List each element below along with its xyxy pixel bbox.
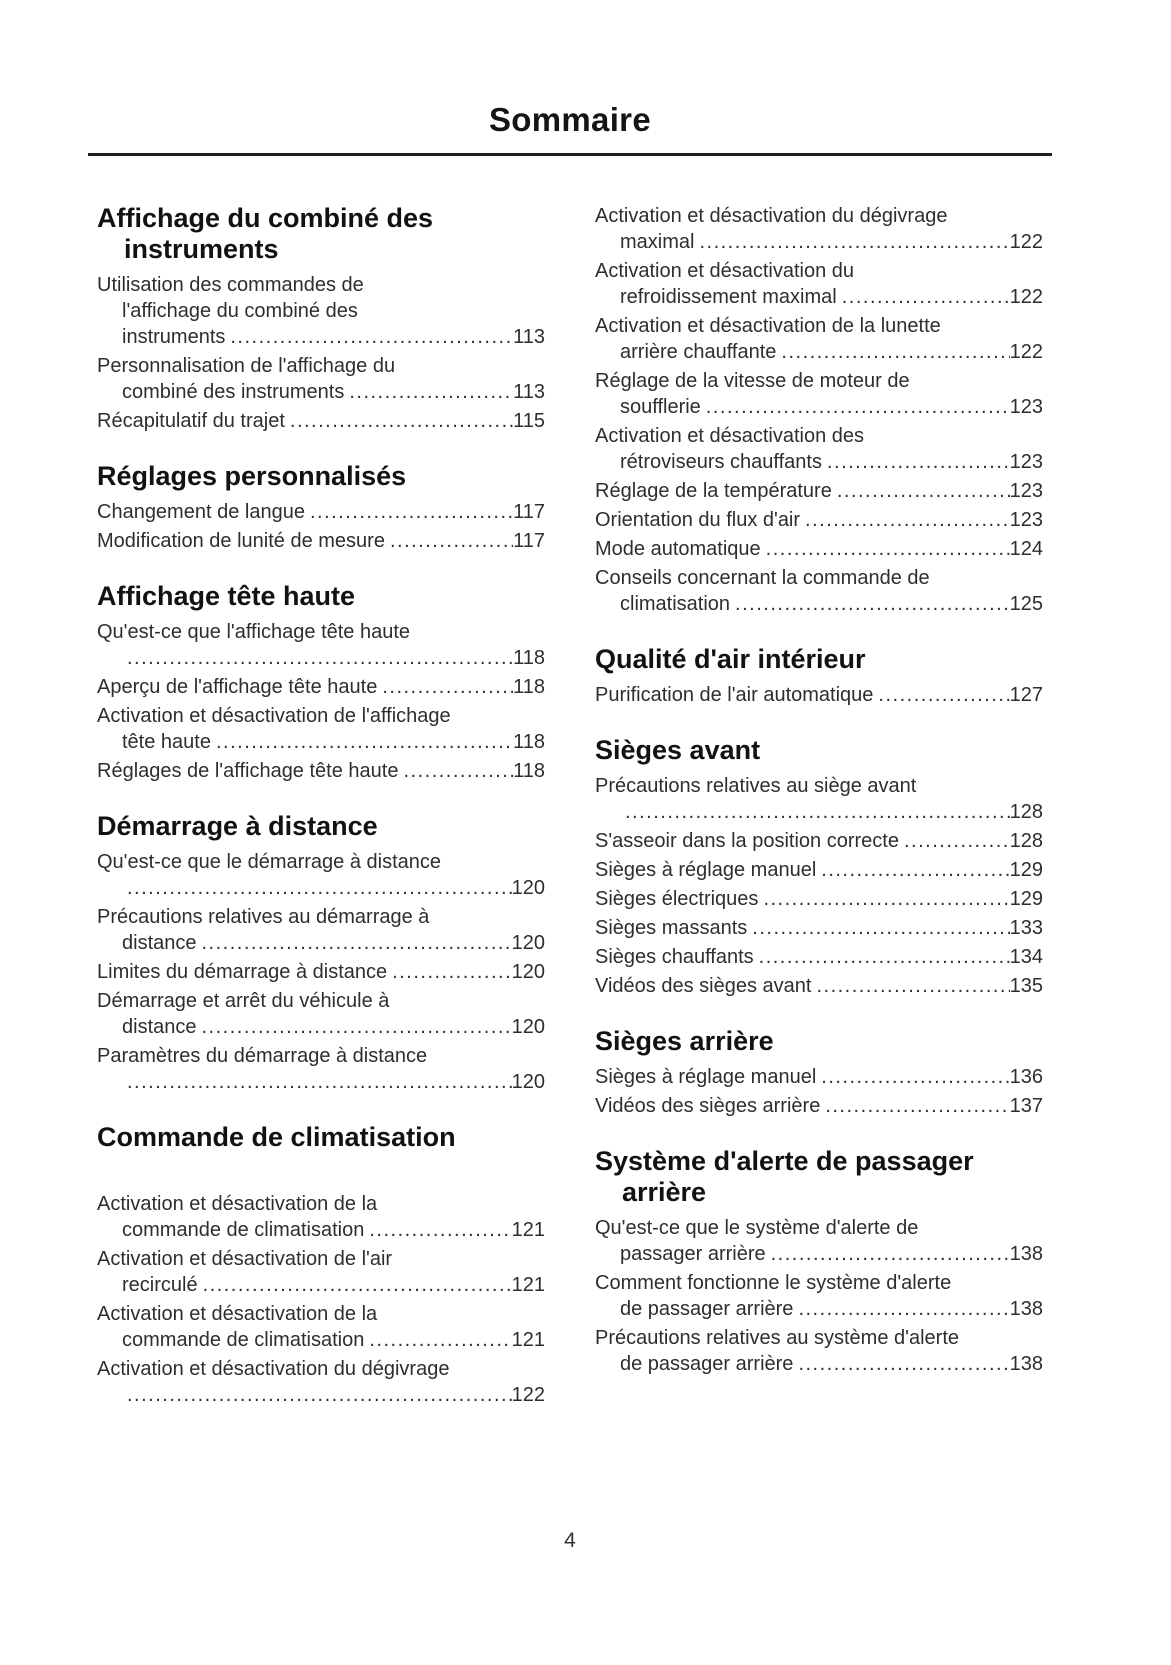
entry-line: [595, 1064, 1043, 1090]
entry-line: Qu'est-ce que le démarrage à distance: [97, 851, 442, 873]
toc-entry[interactable]: [595, 1270, 1043, 1322]
toc-entry[interactable]: [595, 507, 1043, 533]
dot-leader: [369, 1327, 511, 1353]
toc-entry[interactable]: [97, 499, 545, 525]
entry-line: Conseils concernant la commande de: [595, 567, 930, 589]
toc-entry[interactable]: [595, 915, 1043, 941]
dot-leader: [842, 284, 1010, 310]
entry-label: passager arrière: [620, 1243, 766, 1265]
section-title-line: Réglages personnalisés: [97, 461, 407, 491]
section-title-line: Commande de climatisation: [97, 1122, 456, 1152]
entry-line: [97, 1382, 545, 1408]
entry-line: [97, 758, 545, 784]
entry-page: 125: [1009, 593, 1043, 615]
toc-entry[interactable]: [595, 478, 1043, 504]
entry-line: [595, 915, 1043, 941]
document-page: [0, 100, 1171, 1552]
entry-page: 120: [511, 961, 545, 983]
toc-entry[interactable]: [97, 1043, 545, 1095]
entry-page: 118: [513, 760, 545, 782]
entry-page: 135: [1009, 975, 1043, 997]
entry-label: Limites du démarrage à distance: [97, 961, 388, 983]
page-number: 4: [564, 1529, 576, 1552]
entry-line: [595, 1296, 1043, 1322]
entry-label: Sièges à réglage manuel: [595, 1066, 817, 1088]
entry-page: 123: [1009, 509, 1043, 531]
entry-page: 138: [1009, 1353, 1043, 1375]
entry-label: Sièges électriques: [595, 888, 759, 910]
entry-line: [97, 729, 545, 755]
entry-line: Activation et désactivation de la: [97, 1193, 378, 1215]
entry-line: Précautions relatives au système d'alerte: [595, 1327, 959, 1349]
entry-line: [97, 408, 545, 434]
toc-entry[interactable]: [97, 758, 545, 784]
entry-line: [97, 1217, 545, 1243]
entry-page: 117: [513, 501, 545, 523]
section-title: [97, 1122, 545, 1153]
entry-page: 136: [1009, 1066, 1043, 1088]
entry-line: [595, 973, 1043, 999]
entry-label: Modification de lunité de mesure: [97, 530, 385, 552]
entry-line: [595, 1351, 1043, 1377]
section-title-line: Affichage du combiné des: [97, 203, 434, 233]
section-title: [595, 1146, 1043, 1208]
dot-leader: [202, 1014, 512, 1040]
entry-label: climatisation: [620, 593, 731, 615]
toc-section: [97, 811, 545, 1095]
entry-label: Réglages de l'affichage tête haute: [97, 760, 399, 782]
entry-line: [595, 284, 1043, 310]
entry-label: Récapitulatif du trajet: [97, 410, 285, 432]
section-title: [97, 461, 545, 492]
section-title-line: Affichage tête haute: [97, 581, 356, 611]
entry-label: commande de climatisation: [122, 1329, 365, 1351]
entry-label: Mode automatique: [595, 538, 761, 560]
dot-leader: [771, 1241, 1010, 1267]
section-title-line: Système d'alerte de passager: [595, 1146, 974, 1176]
entry-label: distance: [122, 932, 197, 954]
entry-label: Sièges à réglage manuel: [595, 859, 817, 881]
dot-leader: [625, 799, 1010, 825]
toc-entry[interactable]: [97, 619, 545, 671]
entry-line: [97, 1327, 545, 1353]
entry-line: Réglage de la vitesse de moteur de: [595, 370, 910, 392]
dot-leader: [805, 507, 1010, 533]
entry-page: 129: [1009, 859, 1043, 881]
dot-leader: [290, 408, 513, 434]
toc-section: [97, 203, 545, 434]
section-title-line: Sièges arrière: [595, 1026, 774, 1056]
entry-line: Personnalisation de l'affichage du: [97, 355, 396, 377]
toc-entry[interactable]: [97, 849, 545, 901]
toc-section: [595, 1146, 1043, 1377]
toc-entry[interactable]: [97, 408, 545, 434]
entry-label: Aperçu de l'affichage tête haute: [97, 676, 378, 698]
toc-entry[interactable]: [595, 1215, 1043, 1267]
dot-leader: [403, 758, 513, 784]
toc-columns: [97, 203, 1043, 1435]
dot-leader: [203, 1272, 512, 1298]
entry-page: 120: [511, 877, 545, 899]
toc-entry[interactable]: [595, 258, 1043, 310]
entry-line: [97, 875, 545, 901]
entry-line: [97, 1069, 545, 1095]
dot-leader: [349, 379, 513, 405]
entry-line: [595, 1241, 1043, 1267]
dot-leader: [310, 499, 513, 525]
entry-label: rétroviseurs chauffants: [620, 451, 822, 473]
dot-leader: [837, 478, 1010, 504]
toc-entry[interactable]: [97, 1191, 545, 1243]
toc-entry[interactable]: [97, 703, 545, 755]
entry-line: Activation et désactivation de l'air: [97, 1248, 393, 1270]
entry-line: Précautions relatives au siège avant: [595, 775, 917, 797]
entry-label: de passager arrière: [620, 1298, 794, 1320]
entry-line: [595, 229, 1043, 255]
dot-leader: [369, 1217, 511, 1243]
section-title: [97, 581, 545, 612]
entry-page: 138: [1009, 1298, 1043, 1320]
entry-line: Qu'est-ce que l'affichage tête haute: [97, 621, 411, 643]
entry-label: recirculé: [122, 1274, 198, 1296]
entry-line: [595, 449, 1043, 475]
section-title-line: arrière: [622, 1177, 707, 1207]
toc-section: [595, 1026, 1043, 1119]
dot-leader: [763, 886, 1009, 912]
toc-entry[interactable]: [97, 959, 545, 985]
entry-label: combiné des instruments: [122, 381, 345, 403]
toc-entry[interactable]: [595, 1093, 1043, 1119]
section-title: [97, 203, 545, 265]
toc-entry[interactable]: [97, 272, 545, 350]
toc-entry[interactable]: [595, 368, 1043, 420]
entry-label: soufflerie: [620, 396, 701, 418]
entry-label: maximal: [620, 231, 695, 253]
entry-label: Vidéos des sièges avant: [595, 975, 812, 997]
dot-leader: [825, 1093, 1009, 1119]
entry-line: [97, 674, 545, 700]
entry-label: distance: [122, 1016, 197, 1038]
toc-entry[interactable]: [97, 1301, 545, 1353]
entry-page: 138: [1009, 1243, 1043, 1265]
entry-line: Comment fonctionne le système d'alerte: [595, 1272, 952, 1294]
entry-label: Sièges massants: [595, 917, 748, 939]
entry-page: 123: [1009, 396, 1043, 418]
entry-line: Utilisation des commandes de: [97, 274, 364, 296]
toc-section: [595, 203, 1043, 617]
toc-entry[interactable]: [595, 944, 1043, 970]
entry-page: 121: [511, 1329, 545, 1351]
toc-entry[interactable]: [97, 1356, 545, 1408]
entry-line: [595, 339, 1043, 365]
entry-page: 122: [1009, 231, 1043, 253]
entry-label: Changement de langue: [97, 501, 305, 523]
entry-line: [97, 499, 545, 525]
toc-section: [97, 1122, 545, 1408]
entry-label: Purification de l'air automatique: [595, 684, 874, 706]
entry-page: 115: [513, 410, 545, 432]
entry-page: 121: [511, 1274, 545, 1296]
entry-line: [595, 1093, 1043, 1119]
entry-line: [97, 379, 545, 405]
entry-page: 123: [1009, 451, 1043, 473]
dot-leader: [759, 944, 1010, 970]
entry-line: [595, 944, 1043, 970]
entry-line: Activation et désactivation de la: [97, 1303, 378, 1325]
section-title-line: Sièges avant: [595, 735, 761, 765]
entry-line: Activation et désactivation de l'affichage: [97, 705, 451, 727]
dot-leader: [735, 591, 1010, 617]
toc-entry[interactable]: [595, 423, 1043, 475]
toc-entry[interactable]: [595, 313, 1043, 365]
entry-page: 118: [513, 676, 545, 698]
entry-line: [595, 507, 1043, 533]
entry-line: [97, 1272, 545, 1298]
entry-line: Activation et désactivation de la lunette: [595, 315, 941, 337]
section-title: [97, 811, 545, 842]
dot-leader: [878, 682, 1009, 708]
dot-leader: [827, 449, 1010, 475]
entry-line: Précautions relatives au démarrage à: [97, 906, 430, 928]
entry-label: instruments: [122, 326, 226, 348]
toc-entry[interactable]: [595, 203, 1043, 255]
dot-leader: [127, 1069, 512, 1095]
entry-label: Vidéos des sièges arrière: [595, 1095, 821, 1117]
entry-label: tête haute: [122, 731, 211, 753]
dot-leader: [904, 828, 1010, 854]
entry-page: 137: [1009, 1095, 1043, 1117]
dot-leader: [821, 857, 1009, 883]
dot-leader: [699, 229, 1009, 255]
toc-section: [595, 644, 1043, 708]
entry-page: 113: [513, 381, 545, 403]
dot-leader: [127, 1382, 512, 1408]
entry-page: 118: [513, 647, 545, 669]
toc-entry[interactable]: [595, 536, 1043, 562]
dot-leader: [382, 674, 513, 700]
entry-line: Activation et désactivation du dégivrage: [595, 205, 948, 227]
entry-line: [595, 828, 1043, 854]
dot-leader: [216, 729, 513, 755]
toc-section: [97, 581, 545, 784]
toc-entry[interactable]: [595, 773, 1043, 825]
entry-label: refroidissement maximal: [620, 286, 837, 308]
entry-label: commande de climatisation: [122, 1219, 365, 1241]
entry-line: [595, 799, 1043, 825]
entry-line: Activation et désactivation du dégivrage: [97, 1358, 450, 1380]
entry-line: [595, 591, 1043, 617]
dot-leader: [127, 645, 513, 671]
entry-page: 120: [511, 1071, 545, 1093]
dot-leader: [816, 973, 1009, 999]
entry-line: [595, 857, 1043, 883]
entry-line: [595, 536, 1043, 562]
entry-page: 127: [1009, 684, 1043, 706]
dot-leader: [202, 930, 512, 956]
entry-line: Démarrage et arrêt du véhicule à: [97, 990, 390, 1012]
entry-line: [595, 682, 1043, 708]
dot-leader: [766, 536, 1010, 562]
entry-line: Qu'est-ce que le système d'alerte de: [595, 1217, 919, 1239]
toc-entry[interactable]: [97, 353, 545, 405]
dot-leader: [127, 875, 512, 901]
entry-line: Paramètres du démarrage à distance: [97, 1045, 428, 1067]
dot-leader: [781, 339, 1009, 365]
entry-page: 120: [511, 1016, 545, 1038]
entry-page: 113: [513, 326, 545, 348]
toc-section: [97, 461, 545, 554]
dot-leader: [706, 394, 1010, 420]
entry-label: Réglage de la température: [595, 480, 832, 502]
toc-entry[interactable]: [595, 973, 1043, 999]
entry-page: 121: [511, 1219, 545, 1241]
page-title: Sommaire: [489, 101, 651, 138]
title-rule: [88, 153, 1052, 156]
entry-label: arrière chauffante: [620, 341, 777, 363]
entry-page: 128: [1009, 830, 1043, 852]
entry-label: de passager arrière: [620, 1353, 794, 1375]
entry-page: 120: [511, 932, 545, 954]
toc-entry[interactable]: [595, 828, 1043, 854]
entry-page: 118: [513, 731, 545, 753]
entry-page: 122: [1009, 286, 1043, 308]
entry-line: [595, 886, 1043, 912]
section-title-line: instruments: [124, 234, 279, 264]
toc-entry[interactable]: [595, 682, 1043, 708]
entry-page: 122: [511, 1384, 545, 1406]
toc-entry[interactable]: [97, 1246, 545, 1298]
entry-page: 134: [1009, 946, 1043, 968]
toc-entry[interactable]: [97, 904, 545, 956]
section-title: [595, 735, 1043, 766]
entry-line: [97, 528, 545, 554]
entry-page: 129: [1009, 888, 1043, 910]
entry-line: [97, 959, 545, 985]
entry-line: [97, 645, 545, 671]
section-title: [595, 644, 1043, 675]
toc-entry[interactable]: [595, 1325, 1043, 1377]
section-title-line: Qualité d'air intérieur: [595, 644, 866, 674]
entry-page: 128: [1009, 801, 1043, 823]
entry-label: S'asseoir dans la position correcte: [595, 830, 899, 852]
dot-leader: [798, 1351, 1009, 1377]
dot-leader: [392, 959, 511, 985]
dot-leader: [230, 324, 513, 350]
entry-label: Sièges chauffants: [595, 946, 754, 968]
entry-line: [97, 930, 545, 956]
entry-line: [595, 394, 1043, 420]
toc-column-1: [97, 203, 545, 1435]
toc-entry[interactable]: [595, 1064, 1043, 1090]
entry-line: Activation et désactivation des: [595, 425, 865, 447]
toc-section: [595, 735, 1043, 999]
entry-page: 124: [1009, 538, 1043, 560]
section-title: [595, 1026, 1043, 1057]
dot-leader: [390, 528, 513, 554]
toc-entry[interactable]: [595, 857, 1043, 883]
entry-line: [97, 1014, 545, 1040]
section-title-line: Démarrage à distance: [97, 811, 378, 841]
entry-line: Activation et désactivation du: [595, 260, 855, 282]
toc-column-2: [595, 203, 1043, 1435]
entry-line: [97, 324, 545, 350]
entry-page: 117: [513, 530, 545, 552]
entry-line: l'affichage du combiné des: [122, 300, 358, 322]
dot-leader: [752, 915, 1009, 941]
entry-label: Orientation du flux d'air: [595, 509, 801, 531]
entry-line: [595, 478, 1043, 504]
entry-page: 122: [1009, 341, 1043, 363]
dot-leader: [798, 1296, 1009, 1322]
toc-entry[interactable]: [595, 886, 1043, 912]
toc-entry[interactable]: [97, 528, 545, 554]
toc-entry[interactable]: [97, 988, 545, 1040]
dot-leader: [821, 1064, 1009, 1090]
entry-page: 133: [1009, 917, 1043, 939]
toc-entry[interactable]: [97, 674, 545, 700]
entry-page: 123: [1009, 480, 1043, 502]
toc-entry[interactable]: [595, 565, 1043, 617]
